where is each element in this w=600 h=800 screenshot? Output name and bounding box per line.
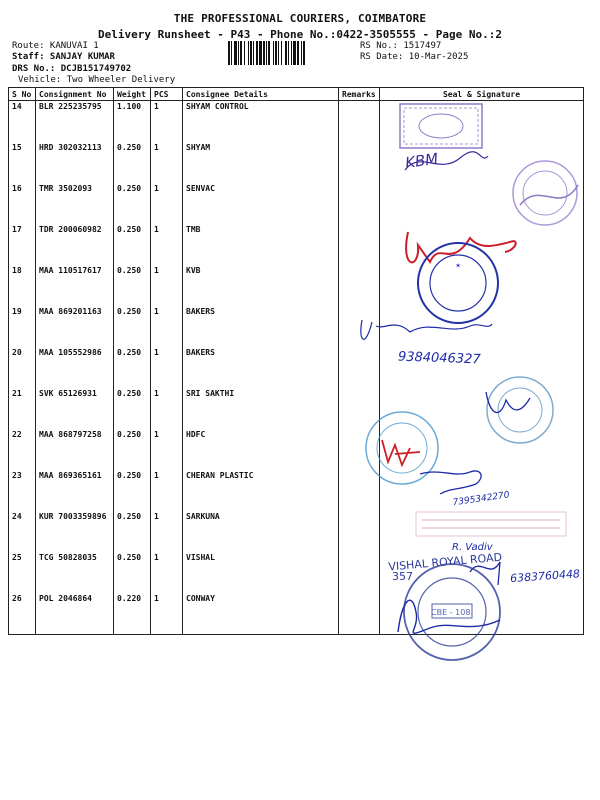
cell-seal — [380, 142, 584, 183]
cell-consignment: MAA 110517617 — [36, 265, 114, 306]
cell-consignee: TMB — [183, 224, 339, 265]
cell-pcs: 1 — [151, 183, 183, 224]
cell-pcs: 1 — [151, 470, 183, 511]
cell-sno: 25 — [9, 552, 36, 593]
cell-remarks — [339, 470, 380, 511]
cell-remarks — [339, 183, 380, 224]
cell-pcs: 1 — [151, 388, 183, 429]
cell-seal — [380, 347, 584, 388]
cell-pcs: 1 — [151, 224, 183, 265]
barcode-image — [228, 41, 354, 65]
cell-weight: 0.250 — [114, 511, 151, 552]
cell-consignee: CHERAN PLASTIC — [183, 470, 339, 511]
cell-weight: 0.250 — [114, 265, 151, 306]
table-row — [9, 265, 584, 306]
cell-weight: 0.250 — [114, 429, 151, 470]
header-weight: Weight — [114, 88, 151, 101]
table-row — [9, 429, 584, 470]
header-consignee: Consignee Details — [183, 88, 339, 101]
cell-sno: 17 — [9, 224, 36, 265]
table-row — [9, 347, 584, 388]
cell-consignment: SVK 65126931 — [36, 388, 114, 429]
cell-consignee: HDFC — [183, 429, 339, 470]
cell-remarks — [339, 429, 380, 470]
cell-consignee: BAKERS — [183, 347, 339, 388]
cell-remarks — [339, 511, 380, 552]
cell-consignment: KUR 7003359896 — [36, 511, 114, 552]
cell-weight: 0.220 — [114, 593, 151, 635]
cell-weight: 0.250 — [114, 470, 151, 511]
phone-number-handwritten: 9384046327 — [397, 349, 481, 368]
cell-consignment: POL 2046864 — [36, 593, 114, 635]
cell-sno: 19 — [9, 306, 36, 347]
phone-number-handwritten: 7395342270 — [452, 490, 511, 509]
cell-pcs: 1 — [151, 552, 183, 593]
cell-remarks — [339, 265, 380, 306]
cell-sno: 21 — [9, 388, 36, 429]
table-row — [9, 306, 584, 347]
cell-weight: 0.250 — [114, 552, 151, 593]
vishal-stamp-text: VISHAL ROYAL ROAD — [387, 550, 503, 574]
table-row — [9, 101, 584, 143]
cell-seal — [380, 101, 584, 143]
table-row — [9, 470, 584, 511]
cell-weight: 1.100 — [114, 101, 151, 143]
cell-seal — [380, 470, 584, 511]
cell-consignee: VISHAL — [183, 552, 339, 593]
table-row — [9, 388, 584, 429]
cell-remarks — [339, 224, 380, 265]
cell-consignee: SARKUNA — [183, 511, 339, 552]
kbm-signature: KBM — [404, 149, 440, 172]
cell-sno: 20 — [9, 347, 36, 388]
cell-sno: 26 — [9, 593, 36, 635]
cell-consignment: MAA 869365161 — [36, 470, 114, 511]
cell-sno: 15 — [9, 142, 36, 183]
cell-seal — [380, 306, 584, 347]
cell-pcs: 1 — [151, 347, 183, 388]
table-row — [9, 142, 584, 183]
cell-pcs: 1 — [151, 101, 183, 143]
header-pcs: PCS — [151, 88, 183, 101]
cell-remarks — [339, 101, 380, 143]
svg-text:✶: ✶ — [455, 262, 461, 270]
cell-pcs: 1 — [151, 306, 183, 347]
cell-sno: 24 — [9, 511, 36, 552]
cell-consignee: SHYAM CONTROL — [183, 101, 339, 143]
vishal-signature: R. Vadiv — [452, 542, 493, 553]
vehicle-label: Vehicle: Two Wheeler Delivery — [18, 75, 176, 85]
cell-remarks — [339, 306, 380, 347]
table-header-row — [9, 88, 584, 101]
cell-consignee: SRI SAKTHI — [183, 388, 339, 429]
document-subtitle: Delivery Runsheet - P43 - Phone No.:0422-3505555 - Page No.:2 — [98, 28, 502, 41]
cell-sno: 18 — [9, 265, 36, 306]
cell-consignment: TMR 3502093 — [36, 183, 114, 224]
cell-seal — [380, 183, 584, 224]
cell-weight: 0.250 — [114, 183, 151, 224]
cell-seal — [380, 224, 584, 265]
cell-consignee: BAKERS — [183, 306, 339, 347]
header-seal-signature: Seal & Signature — [380, 88, 584, 101]
table-row — [9, 552, 584, 593]
cell-seal — [380, 388, 584, 429]
cell-seal — [380, 511, 584, 552]
cell-consignment: TCG 50828035 — [36, 552, 114, 593]
cell-remarks — [339, 142, 380, 183]
cell-weight: 0.250 — [114, 347, 151, 388]
cell-pcs: 1 — [151, 429, 183, 470]
staff-label: Staff: SANJAY KUMAR — [12, 52, 115, 62]
route-label: Route: KANUVAI 1 — [12, 41, 99, 51]
table-row — [9, 511, 584, 552]
cell-pcs: 1 — [151, 593, 183, 635]
cell-consignment: MAA 868797258 — [36, 429, 114, 470]
cell-remarks — [339, 388, 380, 429]
runsheet-table — [8, 87, 584, 635]
cell-consignee: SHYAM — [183, 142, 339, 183]
cell-consignee: KVB — [183, 265, 339, 306]
header-remarks: Remarks — [339, 88, 380, 101]
table-row — [9, 593, 584, 635]
cell-remarks — [339, 593, 380, 635]
cell-seal — [380, 429, 584, 470]
cell-consignee: CONWAY — [183, 593, 339, 635]
header-sno: S No — [9, 88, 36, 101]
cell-sno: 22 — [9, 429, 36, 470]
cell-consignment: TDR 200060982 — [36, 224, 114, 265]
phone-number-handwritten: 6383760448 — [509, 567, 581, 586]
rs-number-label: RS No.: 1517497 — [360, 41, 442, 51]
cell-sno: 14 — [9, 101, 36, 143]
cell-consignment: BLR 225235795 — [36, 101, 114, 143]
cell-pcs: 1 — [151, 142, 183, 183]
cell-weight: 0.250 — [114, 306, 151, 347]
table-row — [9, 183, 584, 224]
rs-date-label: RS Date: 10-Mar-2025 — [360, 52, 469, 62]
cell-consignee: SENVAC — [183, 183, 339, 224]
cell-sno: 16 — [9, 183, 36, 224]
cell-remarks — [339, 552, 380, 593]
cell-seal — [380, 552, 584, 593]
cell-sno: 23 — [9, 470, 36, 511]
cell-seal — [380, 593, 584, 635]
document-title: THE PROFESSIONAL COURIERS, COIMBATORE — [173, 12, 427, 25]
cell-weight: 0.250 — [114, 142, 151, 183]
cell-consignment: MAA 869201163 — [36, 306, 114, 347]
cell-consignment: MAA 105552986 — [36, 347, 114, 388]
cell-weight: 0.250 — [114, 224, 151, 265]
drs-label: DRS No.: DCJB151749702 — [12, 64, 132, 74]
cell-seal — [380, 265, 584, 306]
vishal-stamp-number: 357 — [392, 570, 413, 583]
cell-pcs: 1 — [151, 511, 183, 552]
cell-remarks — [339, 347, 380, 388]
header-consignment: Consignment No — [36, 88, 114, 101]
cell-pcs: 1 — [151, 265, 183, 306]
table-row — [9, 224, 584, 265]
cbe-stamp-text: CBE - 108. — [431, 608, 473, 617]
cell-weight: 0.250 — [114, 388, 151, 429]
cell-consignment: HRD 302032113 — [36, 142, 114, 183]
